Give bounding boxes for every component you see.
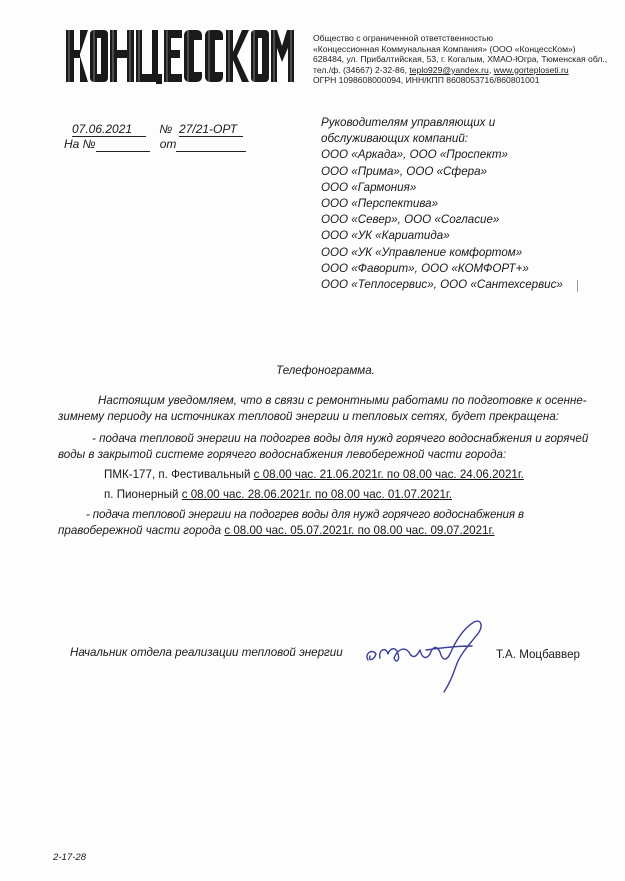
recipient-line: ООО «УК «Кариатида» (321, 229, 450, 243)
recipient-line: Руководителям управляющих и (321, 116, 496, 129)
outgoing-reference (72, 122, 243, 137)
document-title: Телефонограмма. (276, 364, 375, 377)
incoming-reference (64, 137, 246, 152)
handwritten-signature (360, 614, 490, 694)
org-line: ОГРН 1098608000094, ИНН/КПП 8608053716/860801001 (313, 75, 540, 86)
email-link[interactable]: teplo929@yandex.ru (409, 64, 489, 75)
pioneer-label: п. Пионерный (104, 488, 182, 501)
org-line: Общество с ограниченной ответственностью (313, 33, 493, 43)
document-date: 07.06.2021 (72, 122, 146, 137)
pioneer-line (104, 488, 452, 501)
body-line: - подача тепловой энергии на подогрев воды для нужд горячего водоснабжения и горячей (92, 432, 589, 445)
right-bank-period: с 08.00 час. 05.07.2021г. по 08.00 час. 09.07.2021г. (224, 524, 495, 537)
recipient-line: ООО «Гармония» (321, 180, 417, 194)
pmk-line (104, 468, 524, 481)
number-label: № (159, 122, 173, 136)
company-logo (66, 26, 294, 84)
org-line: 628484, ул. Прибалтийская, 53, г. Когалым, ХМАО-Югра, Тюменская обл., (313, 54, 608, 65)
pioneer-period: с 08.00 час. 28.06.2021г. по 08.00 час. 01.07.2021г. (181, 488, 452, 501)
recipient-line: ООО «Прима», ООО «Сфера» (321, 164, 488, 178)
recipient-line: ООО «Аркада», ООО «Проспект» (321, 148, 508, 162)
organization-details (313, 33, 613, 86)
signatory-position: Начальник отдела реализации тепловой энергии (70, 646, 343, 659)
pmk-label: ПМК-177, п. Фестивальный (104, 468, 254, 481)
recipient-line: ООО «Перспектива» (321, 197, 439, 211)
right-bank-line (58, 524, 495, 537)
separator: , (488, 64, 494, 75)
body-line: - подача тепловой энергии на подогрев воды для нужд горячего водоснабжения в (86, 508, 524, 521)
website-link[interactable]: www.gorteploseti.ru (493, 64, 569, 75)
document-code: 2-17-28 (53, 852, 87, 863)
in-reply-label: На № (64, 137, 96, 151)
body-line: воды в закрытой системе горячего водоснабжения левобережной части города: (58, 448, 507, 461)
recipient-line: ООО «Север», ООО «Согласие» (321, 213, 500, 227)
recipient-line: обслуживающих компаний: (321, 132, 469, 146)
body-line: зимнему периоду на источниках тепловой энергии и тепловых сетях, будет прекращена: (58, 410, 559, 423)
scan-mark (577, 280, 578, 292)
recipient-line: ООО «Теплосервис», ООО «Сантехсервис» (321, 278, 563, 292)
org-contacts-line (313, 65, 613, 76)
from-label: от (159, 137, 177, 151)
recipient-line: ООО «УК «Управление комфортом» (321, 245, 523, 259)
org-phone: тел./ф. (34667) 2-32-86, (313, 64, 410, 75)
document-number: 27/21-ОРТ (179, 122, 243, 137)
signatory-name: Т.А. Моцбаввер (496, 648, 580, 661)
recipient-line: ООО «Фаворит», ООО «КОМФОРТ+» (321, 261, 529, 275)
org-line: «Концессионная Коммунальная Компания» (ООО «КонцессКом») (313, 43, 576, 54)
pmk-period: с 08.00 час. 21.06.2021г. по 08.00 час. 24.06.2021г. (253, 468, 524, 481)
right-bank-prefix: правобережной части города (58, 524, 225, 537)
body-line: Настоящим уведомляем, что в связи с ремонтными работами по подготовке к осенне- (98, 394, 587, 407)
recipients-list (321, 115, 563, 293)
